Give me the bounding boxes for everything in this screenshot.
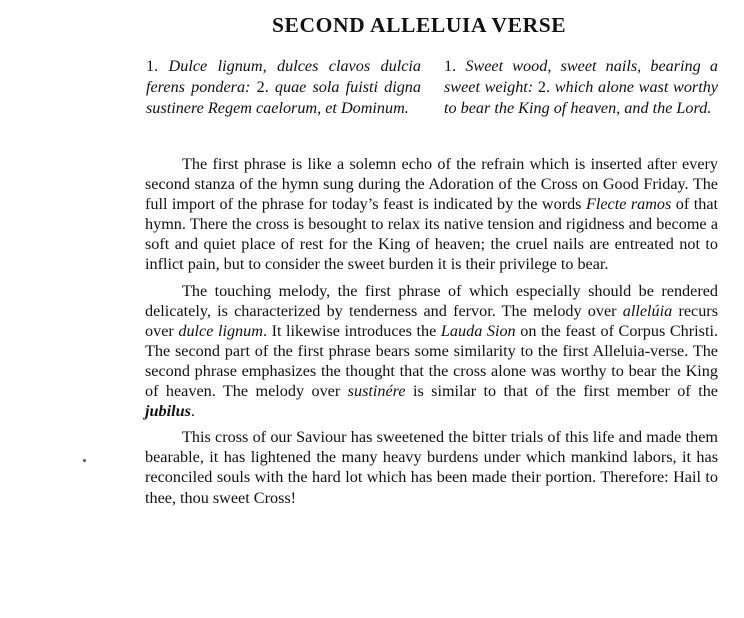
paragraph-1 xyxy=(145,154,718,275)
paragraph-2-text-e: is similar to that of the first member of the xyxy=(405,382,718,401)
latin-verse-text-2: quae sola fuisti digna sustinere Regem caelorum, et Dominum. xyxy=(146,78,421,117)
latin-verse-number-1: 1. xyxy=(146,57,159,75)
paragraph-2-italic-3: Lauda Sion xyxy=(440,321,516,340)
paragraph-2-text-b: recurs over xyxy=(145,301,718,340)
paragraph-1-text-a: The first phrase is like a solemn echo of the refrain which is inserted after every second stanza of the hymn sung during the Adoration of the Cross on Good Friday. The full import of the phrase for today’s feast is indicated by the words xyxy=(145,155,718,214)
paragraph-2-italic-1: allelúia xyxy=(622,301,673,320)
paragraph-2-text-a: The touching melody, the first phrase of which especially should be rendered delicately, is characterized by tenderness and fervor. The melody over xyxy=(145,281,718,320)
section-title: SECOND ALLELUIA VERSE xyxy=(272,13,567,37)
english-verse-text-2: which alone wast worthy to bear the King of heaven, and the Lord. xyxy=(444,78,718,117)
english-verse-number-1: 1. xyxy=(444,57,457,75)
english-verse xyxy=(444,56,718,119)
commentary xyxy=(145,154,718,514)
english-verse-text-1: Sweet wood, sweet nails, bearing a sweet weight: xyxy=(444,57,718,96)
latin-verse-text-1: Dulce lignum, dulces clavos dulcia ferens pondera: xyxy=(146,57,421,96)
paragraph-2 xyxy=(145,281,718,422)
paragraph-2-text-d: on the feast of Corpus Christi. The second part of the first phrase bears some similarity to the first Alleluia-verse. The second phrase emphasizes the thought that the cross alone was worthy to bear the King of heaven. The melody over xyxy=(145,321,718,401)
paragraph-2-italic-2: dulce lignum xyxy=(178,321,263,340)
paragraph-1-italic: Flecte ramos xyxy=(585,195,672,214)
paragraph-3 xyxy=(145,427,718,507)
margin-speck xyxy=(83,459,86,462)
english-verse-number-2: 2. xyxy=(537,78,551,96)
paragraph-3-text: This cross of our Saviour has sweetened the bitter trials of this life and made them bearable, it has lightened the many heavy burdens under which mankind labors, it has reconciled souls with the hard lot which has been made their portion. Therefore: Hail to thee, thou sweet Cross! xyxy=(145,428,718,507)
latin-verse xyxy=(146,56,421,119)
paragraph-1-text-b: of that hymn. There the cross is besought to relax its native tension and rigidness and become a soft and quiet place of rest for the King of heaven; the cruel nails are entreated not to inflict pain, but to consider the sweet burden it is their privilege to bear. xyxy=(145,195,718,274)
paragraph-2-italic-4: sustinére xyxy=(347,382,406,401)
paragraph-2-bold-italic: jubilus xyxy=(145,402,191,421)
paragraph-2-text-f: . xyxy=(190,402,195,421)
paragraph-2-text-c: . It likewise introduces the xyxy=(262,321,441,340)
latin-verse-number-2: 2. xyxy=(256,78,269,96)
